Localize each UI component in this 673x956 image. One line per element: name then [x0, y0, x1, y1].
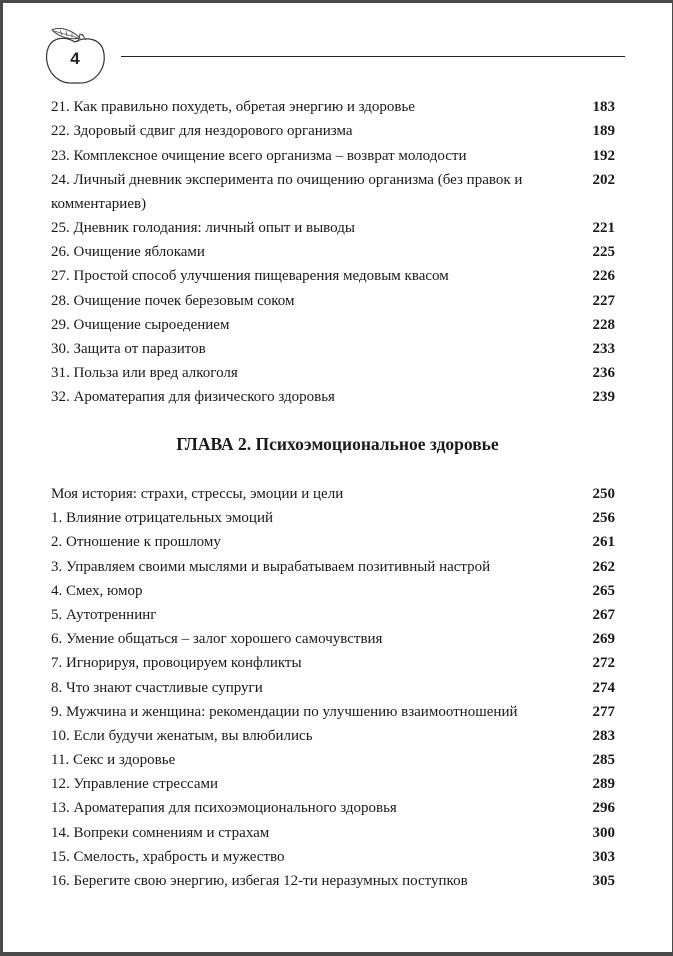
toc-entry-title: 12. Управление стрессами: [51, 776, 219, 792]
toc-entry-page: 221: [592, 220, 615, 236]
toc-entry-title: 15. Смелость, храбрость и мужество: [51, 849, 285, 865]
toc-entry-page: 239: [592, 389, 615, 405]
toc-entry-title: 4. Смех, юмор: [51, 583, 143, 599]
toc-entry[interactable]: [51, 482, 615, 506]
toc-entry[interactable]: [51, 506, 615, 530]
toc-entry-page: 236: [592, 365, 615, 381]
toc-entry-title: 10. Если будучи женатым, вы влюбились: [51, 728, 313, 744]
toc-entry-title: 31. Польза или вред алкоголя: [51, 365, 238, 381]
page-header: [3, 3, 672, 93]
toc-entry[interactable]: [51, 748, 615, 772]
apple-icon: [42, 26, 108, 86]
toc-entry-page: 183: [592, 99, 615, 115]
toc-entry-title: 1. Влияние отрицательных эмоций: [51, 510, 274, 526]
toc-entry-page: 274: [592, 680, 615, 696]
toc-entry-page: 269: [592, 631, 615, 647]
toc-entry[interactable]: [51, 95, 615, 119]
toc-entry[interactable]: [51, 289, 615, 313]
toc-entry-title: 32. Ароматерапия для физического здоровья: [51, 389, 335, 405]
toc-entry-title: 13. Ароматерапия для психоэмоционального здоровья: [51, 800, 397, 816]
toc-entry[interactable]: [51, 530, 615, 554]
toc-entry-page: 261: [592, 534, 615, 550]
page-number: 4: [70, 49, 80, 68]
toc-entry[interactable]: [51, 869, 615, 893]
chapter-heading: ГЛАВА 2. Психоэмоциональное здоровье: [176, 434, 499, 454]
toc-entry-page: 233: [592, 341, 615, 357]
toc-entry[interactable]: [51, 700, 615, 724]
toc-entry-page: 225: [592, 244, 615, 260]
toc-entry-page: 189: [592, 123, 615, 139]
toc-entry-title: 30. Защита от паразитов: [51, 341, 206, 357]
toc-entry[interactable]: [51, 385, 615, 409]
toc-entry[interactable]: [51, 361, 615, 385]
toc-entry-page: 267: [592, 607, 615, 623]
toc-entry[interactable]: [51, 772, 615, 796]
toc-entry[interactable]: [51, 651, 615, 675]
toc-entry-title: 14. Вопреки сомнениям и страхам: [51, 825, 270, 841]
toc-entry-title: 22. Здоровый сдвиг для нездорового организма: [51, 123, 353, 139]
toc-entry[interactable]: [51, 603, 615, 627]
toc-entry[interactable]: [51, 821, 615, 845]
toc-entry-title: 16. Берегите свою энергию, избегая 12-ти неразумных поступков: [51, 873, 468, 889]
toc-entry-page: 228: [592, 317, 615, 333]
toc-entry-page: 305: [592, 873, 615, 889]
toc-entry-page: 289: [592, 776, 615, 792]
toc-entry[interactable]: [51, 555, 615, 579]
toc-entry-title: 3. Управляем своими мыслями и вырабатываем позитивный настрой: [51, 559, 491, 575]
header-rule: [121, 56, 625, 57]
toc-entry[interactable]: [51, 313, 615, 337]
toc-entry[interactable]: [51, 119, 615, 143]
toc-entry-title: 8. Что знают счастливые супруги: [51, 680, 263, 696]
toc-entry-title: Моя история: страхи, стрессы, эмоции и цели: [51, 486, 344, 502]
toc-entry-page: 285: [592, 752, 615, 768]
toc-entry-page: 303: [592, 849, 615, 865]
toc-entry[interactable]: [51, 240, 615, 264]
toc-entry-page: 227: [592, 293, 615, 309]
toc-entry[interactable]: [51, 724, 615, 748]
toc-entry-title: 11. Секс и здоровье: [51, 752, 176, 768]
toc-entry-title: 26. Очищение яблоками: [51, 244, 205, 260]
toc-entry[interactable]: [51, 144, 615, 168]
toc-entry[interactable]: [51, 264, 615, 288]
toc-entry[interactable]: [51, 845, 615, 869]
toc-entry-page: 300: [592, 825, 615, 841]
toc-entry-title: 27. Простой способ улучшения пищеварения медовым квасом: [51, 268, 449, 284]
toc-entry-title: 29. Очищение сыроедением: [51, 317, 230, 333]
toc-entry-title: 7. Игнорируя, провоцируем конфликты: [51, 655, 302, 671]
toc-entry[interactable]: [51, 579, 615, 603]
toc-entry-title: 2. Отношение к прошлому: [51, 534, 221, 550]
toc-entry-page: 283: [592, 728, 615, 744]
toc-entry-page: 296: [592, 800, 615, 816]
toc-entry[interactable]: [51, 676, 615, 700]
toc-entry-title: 5. Аутотреннинг: [51, 607, 157, 623]
toc-entry-page: 265: [592, 583, 615, 599]
toc-entry-page: 192: [592, 148, 615, 164]
toc-entry-title: 23. Комплексное очищение всего организма – возврат молодости: [51, 148, 467, 164]
toc-entry[interactable]: [51, 627, 615, 651]
toc-entry[interactable]: [51, 796, 615, 820]
toc-entry[interactable]: [51, 168, 615, 216]
toc-entry-title: 21. Как правильно похудеть, обретая энергию и здоровье: [51, 99, 415, 115]
toc-entry-page: 250: [592, 486, 615, 502]
toc-entry-title: 25. Дневник голодания: личный опыт и выводы: [51, 220, 355, 236]
toc-entry-page: 262: [592, 559, 615, 575]
toc-entry-page: 256: [592, 510, 615, 526]
toc-entry-title: 24. Личный дневник эксперимента по очищению организма (без правок и комментариев): [51, 172, 523, 212]
toc-entry-page: 226: [592, 268, 615, 284]
toc-entry-title: 6. Умение общаться – залог хорошего самочувствия: [51, 631, 383, 647]
document-page: [3, 3, 672, 952]
toc-entry-page: 202: [592, 172, 615, 188]
toc-entry-page: 272: [592, 655, 615, 671]
toc-entry[interactable]: [51, 216, 615, 240]
toc-entry-title: 9. Мужчина и женщина: рекомендации по улучшению взаимоотношений: [51, 704, 518, 720]
toc-entry[interactable]: [51, 337, 615, 361]
toc-entry-page: 277: [592, 704, 615, 720]
toc-entry-title: 28. Очищение почек березовым соком: [51, 293, 295, 309]
